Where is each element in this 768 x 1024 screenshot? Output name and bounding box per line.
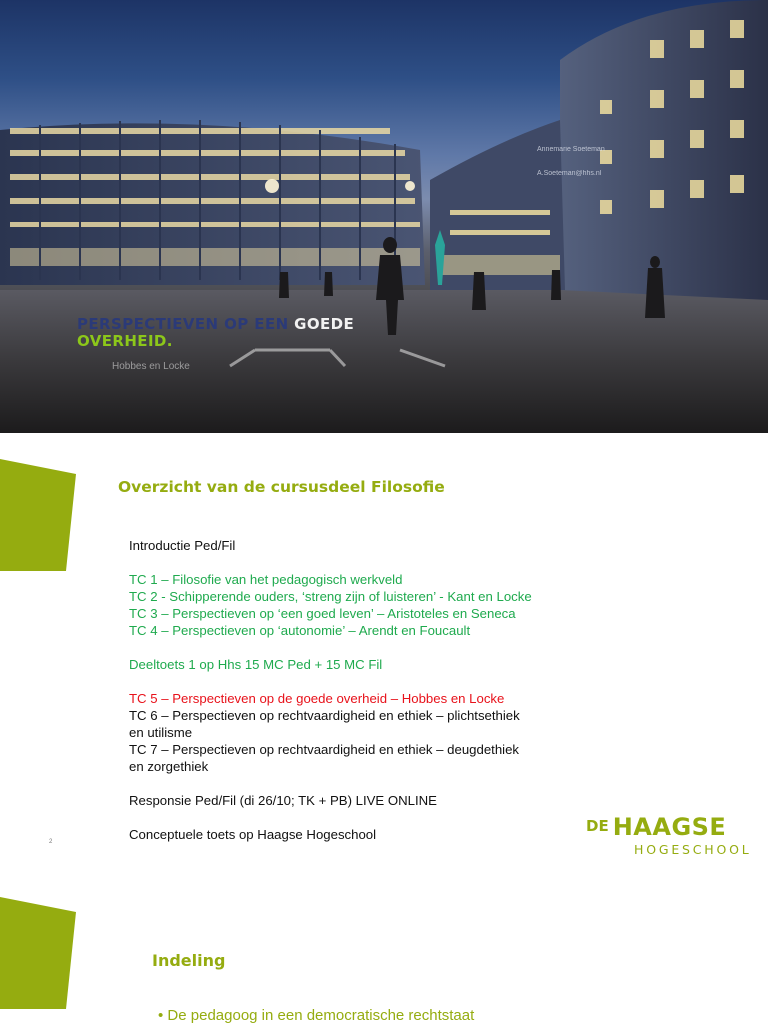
slide-title: Indeling (152, 951, 226, 970)
agenda-item: TC 2 - Schipperende ouders, ‘streng zijn of luisteren’ - Kant en Locke (129, 589, 532, 604)
cover-author: Annemarie Soeteman (537, 146, 605, 153)
bullet-text: De pedagoog in een democratische rechtstaat (167, 1007, 475, 1024)
agenda-item: TC 5 – Perspectieven op de goede overheid – Hobbes en Locke (129, 691, 505, 706)
cover-slide (0, 0, 768, 433)
agenda-spacer (129, 809, 579, 826)
cover-email: A.Soeteman@hhs.nl (537, 170, 602, 177)
green-corner-shape (0, 897, 80, 1009)
bullet-item: • De pedagoog in een democratische rechtstaat (158, 1007, 475, 1024)
overview-slide (0, 433, 768, 871)
cover-subtitle: Hobbes en Locke (112, 361, 190, 372)
agenda-item: Conceptuele toets op Haagse Hogeschool (129, 827, 377, 842)
agenda-spacer (129, 554, 579, 571)
haagse-hogeschool-logo (586, 813, 752, 857)
agenda-spacer (129, 775, 579, 792)
agenda-list (129, 537, 579, 843)
indeling-slide (0, 871, 768, 1024)
agenda-spacer (129, 639, 579, 656)
cover-title-part2: GOEDE (294, 315, 355, 333)
agenda-item: TC 1 – Filosofie van het pedagogisch werkveld (129, 572, 403, 587)
green-corner-shape (0, 459, 80, 571)
agenda-item: TC 4 – Perspectieven op ‘autonomie’ – Arendt en Foucault (129, 623, 471, 638)
agenda-item: Responsie Ped/Fil (di 26/10; TK + PB) LIVE ONLINE (129, 793, 437, 808)
cover-title (77, 316, 407, 350)
logo-haagse: HAAGSE (612, 813, 727, 841)
logo-de: DE (586, 817, 609, 835)
agenda-item: Deeltoets 1 op Hhs 15 MC Ped + 15 MC Fil (129, 657, 383, 672)
page-number: 2 (49, 839, 53, 845)
agenda-item: TC 3 – Perspectieven op ‘een goed leven’ – Aristoteles en Seneca (129, 606, 516, 621)
agenda-item: en utilisme (129, 725, 193, 740)
agenda-item: Introductie Ped/Fil (129, 538, 236, 553)
agenda-item: en zorgethiek (129, 759, 209, 774)
agenda-item: TC 7 – Perspectieven op rechtvaardigheid en ethiek – deugdethiek (129, 742, 520, 757)
logo-hogeschool: HOGESCHOOL (634, 842, 752, 857)
cover-title-part1: PERSPECTIEVEN OP EEN (77, 315, 295, 333)
cover-title-part3: OVERHEID. (77, 332, 173, 350)
slide-title: Overzicht van de cursusdeel Filosofie (118, 478, 445, 496)
agenda-item: TC 6 – Perspectieven op rechtvaardigheid en ethiek – plichtsethiek (129, 708, 520, 723)
agenda-spacer (129, 673, 579, 690)
